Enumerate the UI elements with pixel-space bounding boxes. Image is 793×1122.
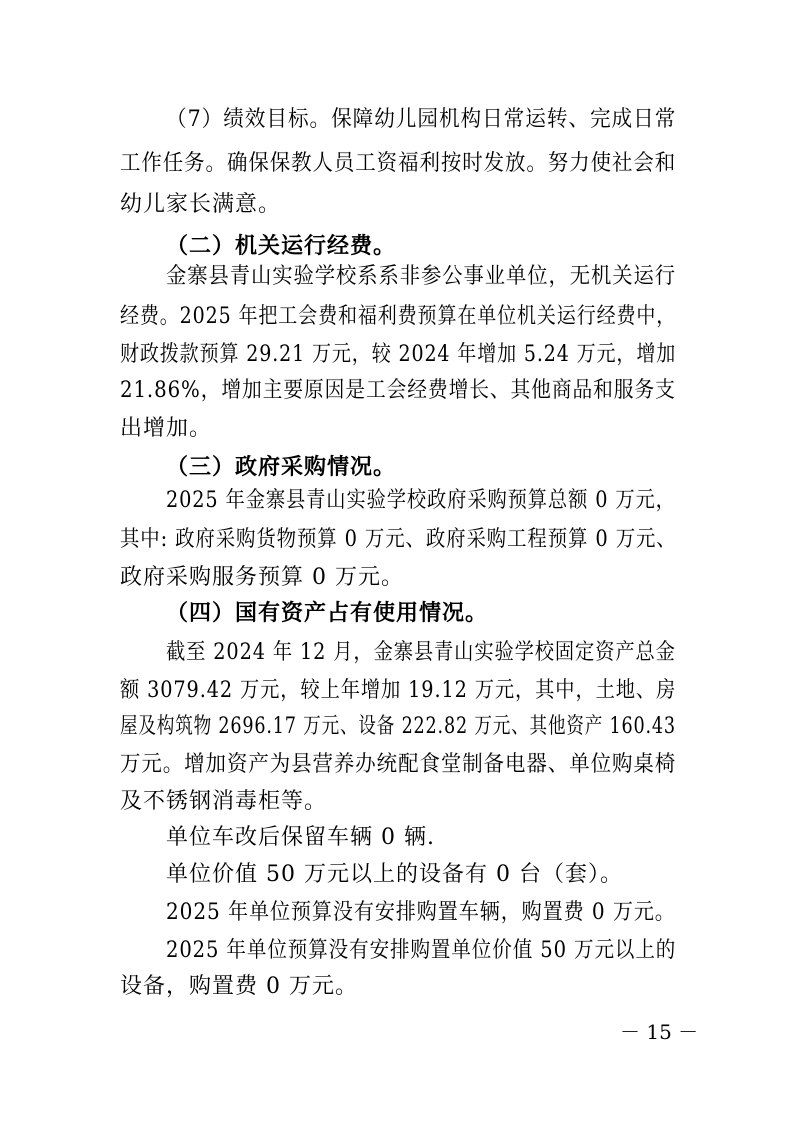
paragraph-line: 2025 年单位预算没有安排购置单位价值 50 万元以上的: [166, 938, 677, 963]
paragraph-line: 出增加。: [120, 416, 213, 441]
paragraph-line: 工作任务。确保保教人员工资福利按时发放。努力使社会和: [120, 151, 677, 176]
paragraph-line: 经费。2025 年把工会费和福利费预算在单位机关运行经费中，: [120, 304, 677, 329]
paragraph-line: 及不锈钢消毒柜等。: [120, 789, 328, 814]
paragraph-line: 万元。增加资产为县营养办统配食堂制备电器、单位购桌椅: [120, 752, 677, 777]
paragraph-line: 政府采购服务预算 0 万元。: [120, 565, 404, 590]
paragraph-line: 幼儿家长满意。: [120, 192, 282, 217]
paragraph-line: 额 3079.42 万元，较上年增加 19.12 万元，其中，土地、房: [120, 678, 677, 703]
section-heading: （四）国有资产占有使用情况。: [166, 600, 489, 626]
paragraph-line: 单位价值 50 万元以上的设备有 0 台（套）。: [166, 862, 623, 887]
paragraph-line: 单位车改后保留车辆 0 辆.: [166, 825, 435, 850]
section-heading: （三）政府采购情况。: [166, 454, 397, 480]
paragraph-line: 金寨县青山实验学校系系非参公事业单位，无机关运行: [166, 264, 677, 289]
paragraph-line: 屋及构筑物 2696.17 万元、设备 222.82 万元、其他资产 160.43: [120, 714, 676, 739]
paragraph-line: 2025 年金寨县青山实验学校政府采购预算总额 0 万元，: [166, 488, 676, 513]
paragraph-line: （7）绩效目标。保障幼儿园机构日常运转、完成日常: [166, 107, 677, 132]
paragraph-line: 21.86%，增加主要原因是工会经费增长、其他商品和服务支: [120, 378, 676, 403]
paragraph-line: 其中: 政府采购货物预算 0 万元、政府采购工程预算 0 万元、: [120, 527, 677, 552]
paragraph-line: 财政拨款预算 29.21 万元，较 2024 年增加 5.24 万元，增加: [120, 342, 677, 367]
paragraph-line: 2025 年单位预算没有安排购置车辆，购置费 0 万元。: [166, 900, 676, 925]
paragraph-line: 截至 2024 年 12 月，金寨县青山实验学校固定资产总金: [166, 640, 676, 665]
section-heading: （二）机关运行经费。: [166, 233, 397, 259]
paragraph-line: 设备，购置费 0 万元。: [120, 974, 358, 999]
page-number: － 15 －: [620, 1020, 699, 1044]
